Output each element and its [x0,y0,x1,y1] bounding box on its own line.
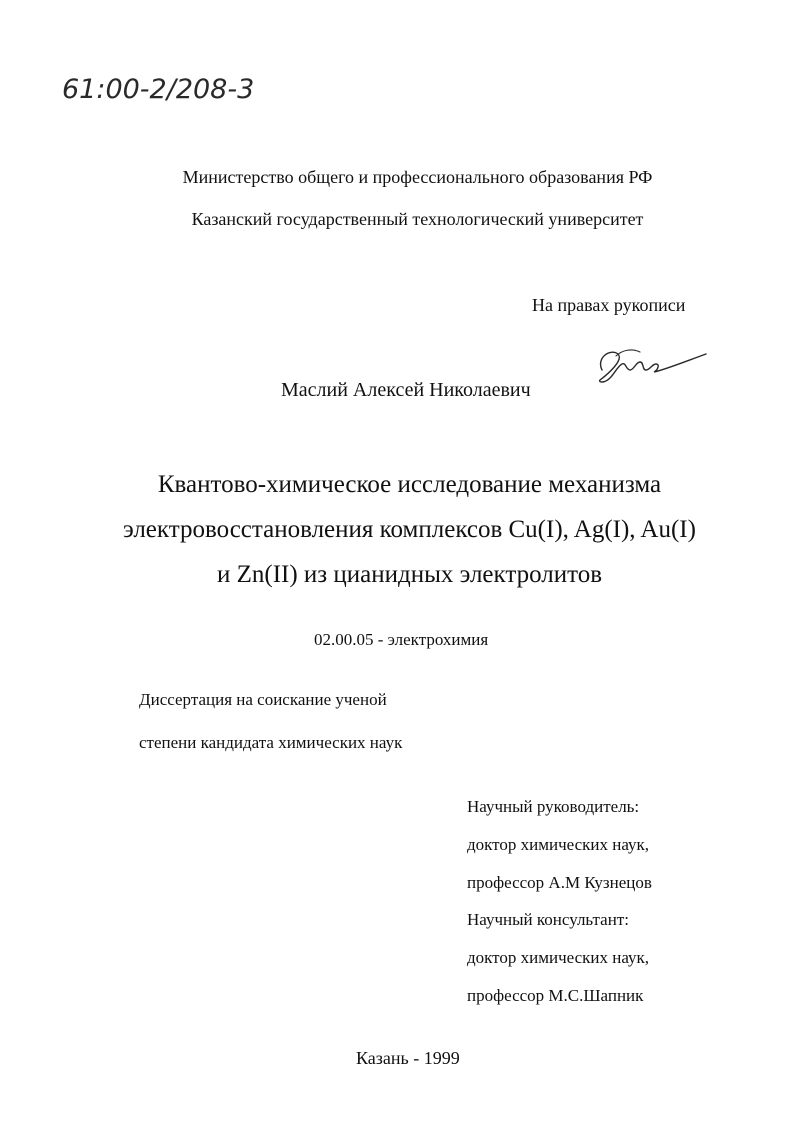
title-line: Квантово-химическое исследование механизма [157,471,662,498]
consultant-degree: доктор химических наук, [467,948,650,967]
signature [588,340,708,390]
archive-code-text: 61:00-2/208-3 [62,74,255,105]
degree-statement-line: Диссертация на соискание ученой [139,690,387,709]
university-name: Казанский государственный технологический университет [191,209,644,229]
ministry-name: Министерство общего и профессионального образования РФ [182,167,653,187]
dissertation-title [0,462,793,597]
advisor-name: профессор А.М Кузнецов [467,873,652,892]
archive-code-svg [62,64,302,108]
author-name: Маслий Алексей Николаевич [281,379,531,401]
advisor-degree: доктор химических наук, [467,835,650,854]
consultant-name: профессор М.С.Шапник [467,986,644,1005]
city-year: Казань - 1999 [356,1048,460,1068]
specialty-code: 02.00.05 - электрохимия [314,630,489,649]
rights-note: На правах рукописи [532,295,686,315]
advisor-role: Научный руководитель: [467,797,640,816]
title-line: электровосстановления комплексов Cu(I), Ag(I), Au(I) [123,516,696,543]
degree-statement-line: степени кандидата химических наук [139,733,403,752]
title-line: и Zn(II) из цианидных электролитов [216,561,603,588]
signature-icon [588,340,708,390]
archive-code-handwritten [62,64,302,108]
consultant-role: Научный консультант: [467,910,629,929]
